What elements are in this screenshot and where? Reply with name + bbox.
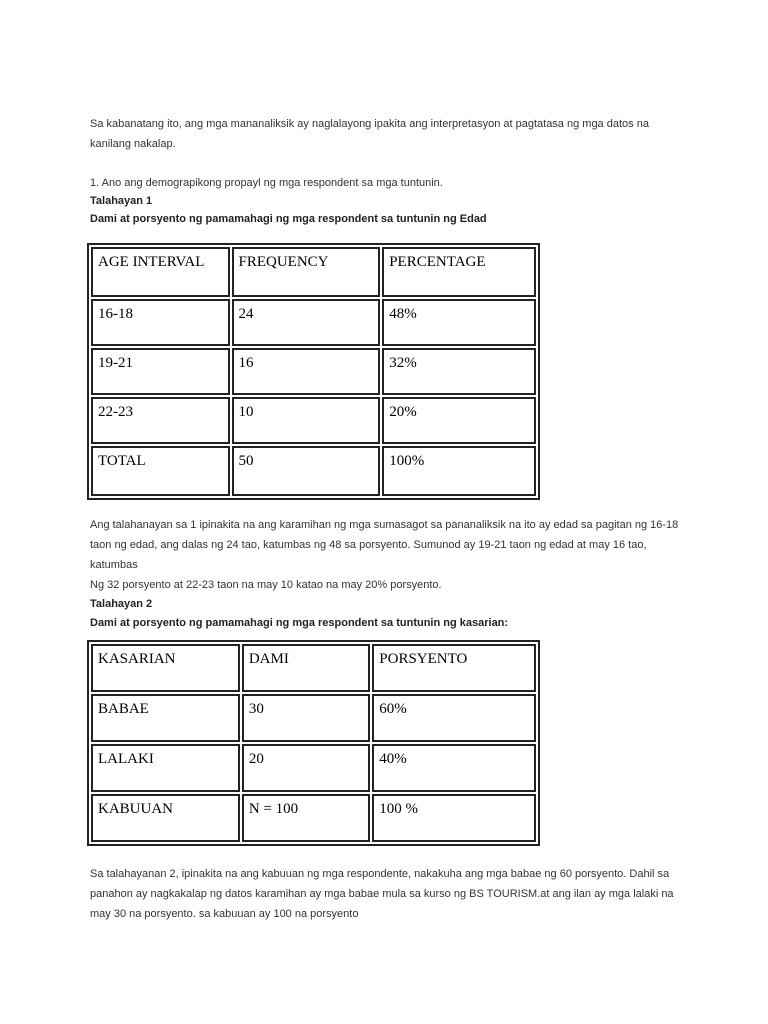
table-cell: 20% xyxy=(382,397,536,444)
discussion-text: Ang talahanayan sa 1 ipinakita na ang karamihan ng mga sumasagot sa pananaliksik na ito ay edad sa pagitan ng 16-18 taon ng edad, ang dalas ng 24 tao, katumbas ng 48 sa porsyento. Sumunod ay 19-21 taon ng edad at may 16 tao, katumbas xyxy=(90,519,679,571)
table-header-cell: FREQUENCY xyxy=(232,247,381,297)
table-cell: 22-23 xyxy=(91,397,230,444)
table-row xyxy=(91,397,536,444)
table-header-cell: DAMI xyxy=(242,644,370,692)
table1-discussion xyxy=(90,515,680,595)
table-row xyxy=(91,446,536,496)
table-cell: N = 100 xyxy=(242,794,370,842)
table-cell: 30 xyxy=(242,694,370,742)
table-cell: 32% xyxy=(382,348,536,395)
table-row xyxy=(91,794,536,842)
table-header-row xyxy=(91,644,536,692)
table-cell: 19-21 xyxy=(91,348,230,395)
table-cell: 40% xyxy=(372,744,536,792)
table2-caption: Dami at porsyento ng pamamahagi ng mga respondent sa tuntunin ng kasarian: xyxy=(90,617,509,629)
table-header-cell: AGE INTERVAL xyxy=(91,247,230,297)
discussion-text: Ng 32 porsyento at 22-23 taon na may 10 katao na may 20% porsyento. xyxy=(90,579,442,591)
table-cell: LALAKI xyxy=(91,744,240,792)
table-cell: 100% xyxy=(382,446,536,496)
table2-discussion: Sa talahayanan 2, ipinakita na ang kabuuan ng mga respondente, nakakuha ang mga babae ng 60 porsyento. Dahil sa panahon ay nagkakalap ng datos karamihan ay mga babae mula sa kurso ng BS TOURISM.at ang ilan ay mga lalaki na may 30 na porsyento. sa kabuuan ay 100 na porsyento xyxy=(90,868,674,920)
table-cell: 24 xyxy=(232,299,381,346)
table-cell: 48% xyxy=(382,299,536,346)
gender-table xyxy=(87,640,540,846)
table-header-cell: PORSYENTO xyxy=(372,644,536,692)
table-header-row xyxy=(91,247,536,297)
table2-label: Talahayan 2 xyxy=(90,598,153,610)
table-row xyxy=(91,744,536,792)
table-cell: 16 xyxy=(232,348,381,395)
table-cell: 100 % xyxy=(372,794,536,842)
table-cell: BABAE xyxy=(91,694,240,742)
table-header-cell: KASARIAN xyxy=(91,644,240,692)
table-cell: 20 xyxy=(242,744,370,792)
table1-caption: Dami at porsyento ng pamamahagi ng mga respondent sa tuntunin ng Edad xyxy=(90,213,487,225)
table-row xyxy=(91,694,536,742)
question-1: 1. Ano ang demograpikong propayl ng mga respondent sa mga tuntunin. xyxy=(90,177,443,189)
table-cell: KABUUAN xyxy=(91,794,240,842)
table-row xyxy=(91,348,536,395)
table-cell: 60% xyxy=(372,694,536,742)
table-cell: 50 xyxy=(232,446,381,496)
table-cell: 16-18 xyxy=(91,299,230,346)
intro-paragraph: Sa kabanatang ito, ang mga mananaliksik ay naglalayong ipakita ang interpretasyon at pagtatasa ng mga datos na kanilang nakalap. xyxy=(90,118,649,150)
table-header-cell: PERCENTAGE xyxy=(382,247,536,297)
table1-label: Talahayan 1 xyxy=(90,195,153,207)
table-cell: TOTAL xyxy=(91,446,230,496)
table-cell: 10 xyxy=(232,397,381,444)
table-row xyxy=(91,299,536,346)
age-table xyxy=(87,243,540,500)
